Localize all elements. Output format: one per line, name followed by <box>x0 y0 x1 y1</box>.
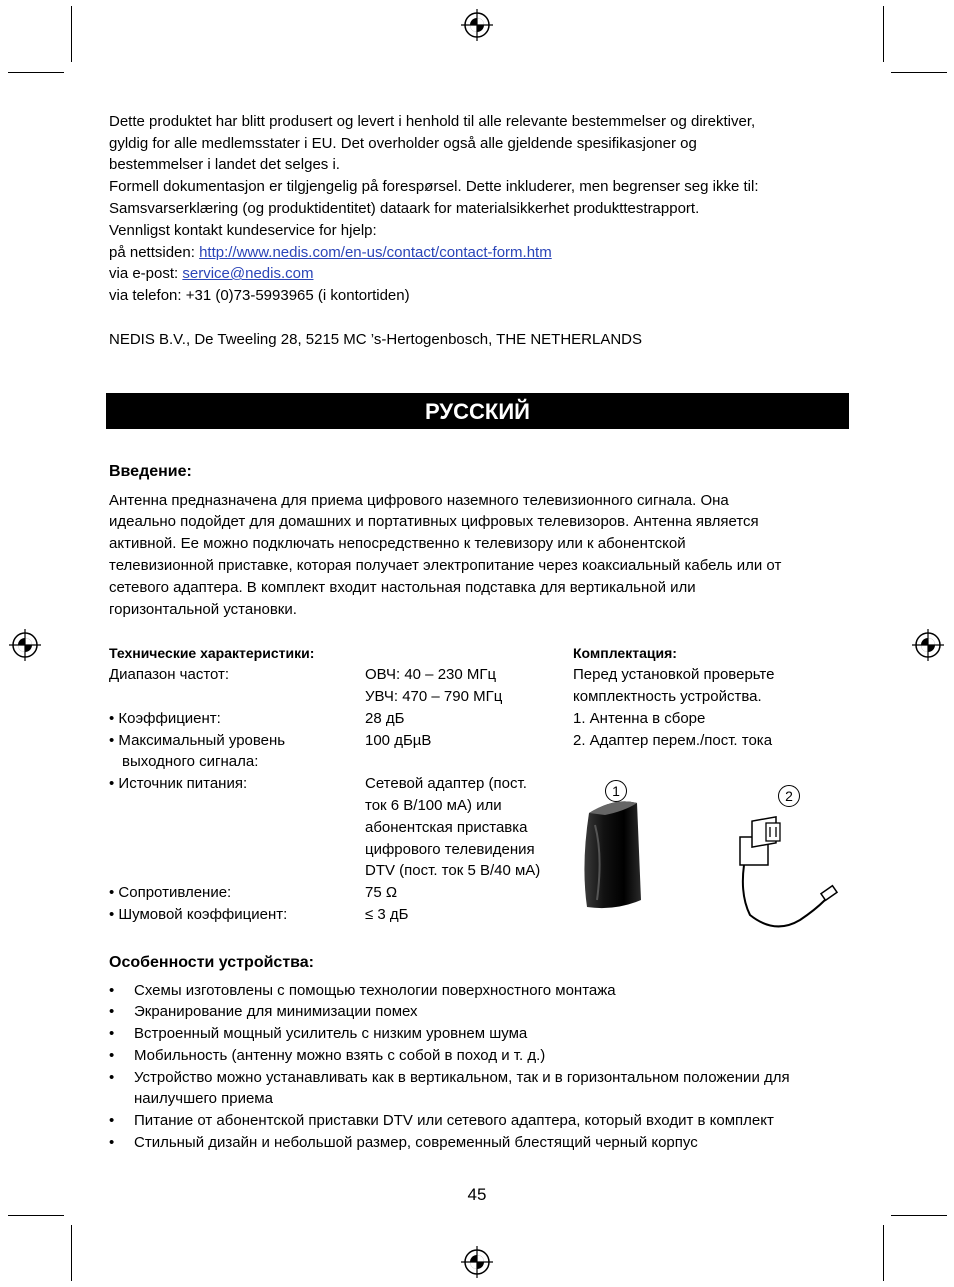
crop-mark <box>883 1225 884 1281</box>
norwegian-text-line: gyldig for alle medlemsstater i EU. Det overholder også alle gjeldende spesifikasjoner og <box>109 135 697 152</box>
section-banner: РУССКИЙ <box>106 393 849 429</box>
item-marker-1-label: 1 <box>612 783 620 799</box>
registration-mark-icon <box>8 628 42 662</box>
adapter-illustration <box>730 815 840 940</box>
norwegian-text-line: Samsvarserklæring (og produktidentitet) dataark for materialsikkerhet produkttestrapport. <box>109 200 700 217</box>
spec-value: УВЧ: 470 – 790 МГц <box>365 688 503 705</box>
spec-value: ток 6 В/100 мА) или <box>365 797 502 814</box>
feature-item: Экранирование для минимизации помех <box>134 1003 418 1020</box>
website-line <box>109 242 552 264</box>
spec-label: • Сопротивление: <box>109 884 232 901</box>
feature-item: Схемы изготовлены с помощью технологии поверхностного монтажа <box>134 982 616 999</box>
feature-item-continuation: наилучшего приема <box>134 1090 273 1107</box>
feature-item: Встроенный мощный усилитель с низким уровнем шума <box>134 1025 528 1042</box>
intro-text-line: горизонтальной установки. <box>109 601 297 618</box>
email-label: via e-post: <box>109 265 183 282</box>
feature-item: Стильный дизайн и небольшой размер, современный блестящий черный корпус <box>134 1134 698 1151</box>
bullet: • <box>109 1134 115 1151</box>
intro-text-line: телевизионной приставке, которая получает электропитание через коаксиальный кабель или от <box>109 557 782 574</box>
spec-label: • Источник питания: <box>109 775 248 792</box>
page-number: 45 <box>467 1185 487 1204</box>
item-marker-2 <box>778 785 800 807</box>
spec-value: Сетевой адаптер (пост. <box>365 775 527 792</box>
spec-value: абонентская приставка <box>365 819 528 836</box>
spec-value: 100 дБµВ <box>365 732 432 749</box>
feature-item: Устройство можно устанавливать как в вертикальном, так и в горизонтальном положении для <box>134 1069 790 1086</box>
bullet: • <box>109 1025 115 1042</box>
bullet: • <box>109 1069 115 1086</box>
norwegian-text-line: Dette produktet har blitt produsert og levert i henhold til alle relevante bestemmelser og direktiver, <box>109 113 756 130</box>
spec-value: ОВЧ: 40 – 230 МГц <box>365 666 497 683</box>
feature-item: Мобильность (антенну можно взять с собой в поход и т. д.) <box>134 1047 546 1064</box>
package-heading: Комплектация: <box>573 645 677 661</box>
intro-text-line: активной. Ее можно подключать непосредственно к телевизору или к абонентской <box>109 535 686 552</box>
crop-mark <box>883 6 884 62</box>
registration-mark-icon <box>460 1245 494 1279</box>
intro-text-line: Антенна предназначена для приема цифрового наземного телевизионного сигнала. Она <box>109 492 729 509</box>
package-text-line: Перед установкой проверьте <box>573 666 775 683</box>
item-marker-2-label: 2 <box>785 788 793 804</box>
crop-mark <box>891 72 947 73</box>
package-text-line: 1. Антенна в сборе <box>573 710 706 727</box>
registration-mark-icon <box>911 628 945 662</box>
email-line <box>109 263 313 285</box>
spec-value: цифрового телевидения <box>365 841 535 858</box>
crop-mark <box>891 1215 947 1216</box>
crop-mark <box>8 1215 64 1216</box>
website-link[interactable]: http://www.nedis.com/en-us/contact/contact-form.htm <box>199 244 552 261</box>
package-text-line: 2. Адаптер перем./пост. тока <box>573 732 773 749</box>
spec-label: • Максимальный уровень <box>109 732 286 749</box>
intro-text-line: идеально подойдет для домашних и портативных цифровых телевизоров. Антенна является <box>109 513 759 530</box>
website-label: på nettsiden: <box>109 244 200 261</box>
company-address: NEDIS B.V., De Tweeling 28, 5215 MC ’s-Hertogenbosch, THE NETHERLANDS <box>109 331 643 348</box>
features-heading: Особенности устройства: <box>109 954 315 971</box>
email-link[interactable]: service@nedis.com <box>182 265 314 282</box>
phone-line: via telefon: +31 (0)73-5993965 (i kontortiden) <box>109 287 410 304</box>
intro-text-line: сетевого адаптера. В комплект входит настольная подставка для вертикальной или <box>109 579 696 596</box>
norwegian-text-line: Formell dokumentasjon er tilgjengelig på forespørsel. Dette inkluderer, men begrenser seg ikke til: <box>109 178 759 195</box>
spec-value: DTV (пост. ток 5 В/40 мА) <box>365 862 541 879</box>
spec-label: Диапазон частот: <box>109 666 230 683</box>
spec-label: • Коэффициент: <box>109 710 221 727</box>
bullet: • <box>109 1112 115 1129</box>
spec-value: 75 Ω <box>365 884 398 901</box>
spec-label: • Шумовой коэффициент: <box>109 906 288 923</box>
spec-value: 28 дБ <box>365 710 405 727</box>
package-text-line: комплектность устройства. <box>573 688 762 705</box>
item-marker-1 <box>605 780 627 802</box>
spec-value: ≤ 3 дБ <box>365 906 409 923</box>
norwegian-text-line: bestemmelser i landet det selges i. <box>109 156 340 173</box>
registration-mark-icon <box>460 8 494 42</box>
crop-mark <box>71 1225 72 1281</box>
feature-item: Питание от абонентской приставки DTV или сетевого адаптера, который входит в комплект <box>134 1112 774 1129</box>
bullet: • <box>109 1003 115 1020</box>
bullet: • <box>109 982 115 999</box>
specs-heading: Технические характеристики: <box>109 645 315 661</box>
crop-mark <box>8 72 64 73</box>
crop-mark <box>71 6 72 62</box>
norwegian-text-line: Vennligst kontakt kundeservice for hjelp: <box>109 222 377 239</box>
intro-heading: Введение: <box>109 463 192 480</box>
power-adapter-icon <box>730 815 840 940</box>
bullet: • <box>109 1047 115 1064</box>
spec-label: выходного сигнала: <box>122 753 259 770</box>
